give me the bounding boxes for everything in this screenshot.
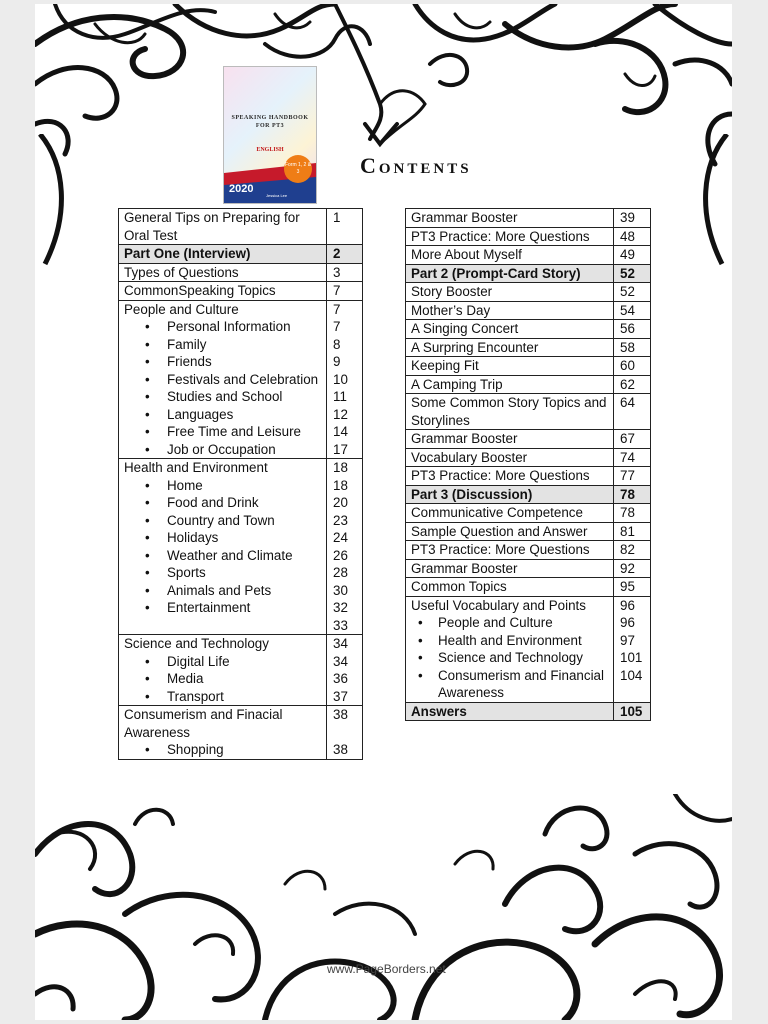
toc-entry-label: More About Myself: [411, 247, 522, 262]
toc-row: [406, 559, 651, 578]
toc-entry-label: Useful Vocabulary and Points: [411, 597, 586, 613]
toc-page-number: 62: [620, 376, 635, 392]
toc-entry-label: Sample Question and Answer: [411, 523, 588, 539]
toc-page-number: 64: [620, 395, 635, 410]
toc-subitem-page: 26: [333, 547, 348, 563]
toc-row: [119, 459, 363, 635]
toc-subitem-label: • Shopping: [124, 741, 321, 759]
toc-subitem-page: 33: [333, 617, 348, 633]
toc-page-number: 52: [620, 265, 635, 281]
toc-page-number: 60: [620, 358, 635, 373]
toc-subitem-label: • Personal Information: [124, 318, 321, 336]
book-cover-image: [223, 66, 317, 204]
toc-part-heading: Answers: [411, 703, 467, 719]
toc-page-number: 38: [333, 707, 348, 722]
ornamental-border-left: [35, 134, 75, 274]
toc-entry-cell: [406, 301, 614, 320]
toc-subitem-label: • Family: [124, 336, 321, 354]
toc-entry-cell: [406, 467, 614, 486]
toc-row: [406, 485, 651, 504]
toc-subitem-page: 37: [333, 688, 348, 704]
toc-page-cell: [614, 430, 651, 449]
toc-entry-label: Grammar Booster: [411, 210, 518, 225]
toc-page-cell: [614, 394, 651, 430]
toc-page-cell: [614, 209, 651, 228]
toc-entry-cell: [406, 702, 614, 721]
toc-entry-cell: [406, 283, 614, 302]
toc-page-number: 7: [333, 301, 341, 317]
toc-row: [119, 263, 363, 282]
toc-subitem-page: 24: [333, 530, 348, 545]
toc-row: [119, 635, 363, 706]
toc-page-cell: [327, 282, 363, 301]
toc-entry-cell: [119, 459, 327, 635]
watermark-text: www.PageBorders.net: [327, 962, 446, 976]
toc-page-cell: [614, 448, 651, 467]
toc-page-number: 54: [620, 302, 635, 318]
toc-entry-label: Consumerism and Finacial Awareness: [124, 707, 283, 740]
document-page: [35, 4, 732, 1020]
toc-subitem-page: 14: [333, 424, 348, 439]
toc-entry-cell: [406, 209, 614, 228]
cover-subtitle: ENGLISH: [256, 147, 284, 153]
toc-subitem-page: 101: [620, 650, 643, 665]
toc-entry-label: Mother’s Day: [411, 302, 491, 318]
toc-entry-label: PT3 Practice: More Questions: [411, 468, 590, 483]
toc-subitem-page: 36: [333, 671, 348, 686]
toc-entry-label: General Tips on Preparing for Oral Test: [124, 210, 300, 243]
toc-page-number: 39: [620, 210, 635, 225]
toc-subitem-label: • Home: [124, 477, 321, 495]
toc-page-number: 3: [333, 264, 341, 280]
toc-page-cell: [614, 578, 651, 597]
toc-entry-cell: [119, 282, 327, 301]
toc-row: [406, 301, 651, 320]
toc-page-cell: [614, 596, 651, 702]
toc-page-number: 52: [620, 284, 635, 299]
toc-row: [406, 541, 651, 560]
toc-subitem-page: 38: [333, 742, 348, 757]
toc-entry-cell: [119, 209, 327, 245]
toc-subitem-page: 11: [333, 389, 347, 404]
toc-entry-label: People and Culture: [124, 301, 239, 317]
toc-entry-cell: [406, 448, 614, 467]
toc-row: [406, 596, 651, 702]
cover-title: SPEAKING HANDBOOK FOR PT3: [231, 115, 309, 129]
toc-page-cell: [614, 246, 651, 265]
toc-subitem-page: 7: [333, 319, 341, 334]
toc-entry-label: CommonSpeaking Topics: [124, 283, 276, 298]
toc-page-cell: [614, 522, 651, 541]
toc-row: [119, 209, 363, 245]
toc-entry-cell: [406, 264, 614, 283]
toc-subitem-label: • Entertainment: [124, 599, 321, 617]
toc-page-cell: [614, 320, 651, 339]
toc-entry-cell: [406, 338, 614, 357]
toc-page-cell: [327, 300, 363, 459]
toc-page-cell: [327, 459, 363, 635]
toc-subitem-page: 10: [333, 371, 348, 387]
toc-page-cell: [614, 485, 651, 504]
toc-subitem-label: • Science and Technology: [411, 649, 608, 667]
toc-page-cell: [614, 264, 651, 283]
toc-row: [406, 320, 651, 339]
toc-part-heading: Part One (Interview): [124, 246, 251, 261]
toc-subitem-label: • Media: [124, 670, 321, 688]
toc-subitem-page: 32: [333, 600, 348, 615]
toc-subitem-label: • Weather and Climate: [124, 547, 321, 565]
toc-page-number: 7: [333, 283, 341, 298]
toc-page-cell: [327, 635, 363, 706]
toc-entry-cell: [406, 430, 614, 449]
toc-subitem-label: • Sports: [124, 564, 321, 582]
toc-entry-cell: [406, 246, 614, 265]
toc-subitem-page: 34: [333, 653, 348, 669]
toc-row: [406, 357, 651, 376]
toc-page-number: 67: [620, 431, 635, 446]
toc-entry-label: A Surpring Encounter: [411, 339, 539, 355]
toc-subitem-page: 104: [620, 667, 643, 683]
toc-subitem-page: 12: [333, 406, 348, 422]
cover-form-badge: Form 1, 2 & 3: [284, 155, 312, 183]
toc-entry-label: Health and Environment: [124, 460, 268, 475]
toc-entry-cell: [406, 485, 614, 504]
toc-entry-cell: [119, 263, 327, 282]
toc-page-cell: [327, 245, 363, 264]
toc-page-number: 78: [620, 505, 635, 520]
toc-entry-cell: [406, 559, 614, 578]
toc-entry-cell: [406, 394, 614, 430]
toc-entry-label: Keeping Fit: [411, 358, 479, 373]
toc-subitem-label: • Digital Life: [124, 653, 321, 671]
toc-entry-cell: [406, 578, 614, 597]
toc-row: [406, 467, 651, 486]
ornamental-border-top: [35, 4, 732, 174]
toc-entry-label: PT3 Practice: More Questions: [411, 228, 590, 244]
cover-year: 2020: [229, 183, 254, 195]
toc-subitem-label: • Languages: [124, 406, 321, 424]
toc-entry-label: Story Booster: [411, 284, 493, 299]
toc-row: [406, 209, 651, 228]
toc-row: [406, 430, 651, 449]
cover-author: Jessica Lee: [266, 193, 288, 198]
toc-row: [406, 338, 651, 357]
toc-subitem-label: • Food and Drink: [124, 494, 321, 512]
toc-subitem-label: • Friends: [124, 353, 321, 371]
toc-page-cell: [327, 263, 363, 282]
toc-entry-cell: [119, 635, 327, 706]
toc-subitem-label: • Free Time and Leisure: [124, 423, 321, 441]
toc-row: [119, 706, 363, 760]
toc-entry-label: Types of Questions: [124, 264, 239, 280]
toc-entry-label: Some Common Story Topics and Storylines: [411, 395, 607, 428]
toc-row: [406, 578, 651, 597]
toc-entry-cell: [406, 541, 614, 560]
toc-row: [406, 375, 651, 394]
toc-page-number: 92: [620, 560, 635, 576]
toc-row: [406, 448, 651, 467]
toc-entry-label: Vocabulary Booster: [411, 449, 528, 465]
toc-subitem-label: • Country and Town: [124, 512, 321, 530]
toc-row: [406, 702, 651, 721]
toc-subitem-page: 20: [333, 495, 348, 510]
toc-page-number: 74: [620, 449, 635, 465]
toc-entry-cell: [406, 375, 614, 394]
toc-page-cell: [614, 283, 651, 302]
toc-page-cell: [614, 375, 651, 394]
toc-row: [406, 283, 651, 302]
toc-page-cell: [614, 541, 651, 560]
toc-page-cell: [614, 338, 651, 357]
toc-page-number: 48: [620, 228, 635, 244]
toc-row: [406, 394, 651, 430]
toc-entry-cell: [406, 357, 614, 376]
toc-page-number: 49: [620, 247, 635, 262]
toc-row: [406, 522, 651, 541]
contents-heading: Contents: [360, 153, 472, 178]
toc-entry-label: PT3 Practice: More Questions: [411, 542, 590, 557]
toc-row: [119, 300, 363, 459]
toc-entry-label: Grammar Booster: [411, 431, 518, 446]
toc-entry-label: Common Topics: [411, 579, 507, 594]
toc-entry-cell: [406, 504, 614, 523]
toc-entry-cell: [119, 706, 327, 760]
toc-subitem-label: • Studies and School: [124, 388, 321, 406]
toc-entry-cell: [119, 245, 327, 264]
toc-page-number: 105: [620, 703, 643, 719]
toc-subitem-label: • People and Culture: [411, 614, 608, 632]
toc-entry-cell: [406, 227, 614, 246]
toc-entry-cell: [119, 300, 327, 459]
toc-row: [406, 264, 651, 283]
toc-subitem-label: • Festivals and Celebration: [124, 371, 321, 389]
toc-entry-label: Grammar Booster: [411, 560, 518, 576]
toc-entry-label: A Singing Concert: [411, 321, 519, 336]
toc-table-right: [405, 208, 651, 721]
toc-subitem-label: • Holidays: [124, 529, 321, 547]
toc-page-number: 2: [333, 246, 341, 261]
toc-subitem-label: • Job or Occupation: [124, 441, 321, 459]
toc-page-number: 82: [620, 542, 635, 557]
toc-subitem-page: 17: [333, 441, 348, 457]
toc-subitem-label: • Animals and Pets: [124, 582, 321, 600]
toc-row: [119, 282, 363, 301]
toc-page-cell: [614, 467, 651, 486]
toc-page-number: 78: [620, 486, 635, 502]
toc-subitem-page: 9: [333, 354, 341, 369]
toc-page-cell: [327, 706, 363, 760]
toc-page-cell: [614, 227, 651, 246]
toc-page-number: 81: [620, 523, 635, 539]
toc-page-number: 96: [620, 597, 635, 613]
toc-subitem-page: 23: [333, 512, 348, 528]
toc-subitem-page: 8: [333, 336, 341, 352]
toc-subitem-label: • Health and Environment: [411, 632, 608, 650]
toc-page-number: 58: [620, 339, 635, 355]
toc-page-cell: [614, 504, 651, 523]
toc-subitem-page: 18: [333, 477, 348, 493]
toc-entry-label: A Camping Trip: [411, 376, 503, 392]
toc-subitem-label: • Transport: [124, 688, 321, 706]
toc-subitem-page: 96: [620, 615, 635, 630]
toc-page-number: 56: [620, 321, 635, 336]
toc-entry-cell: [406, 596, 614, 702]
toc-entry-label: Science and Technology: [124, 636, 269, 651]
toc-page-cell: [614, 559, 651, 578]
toc-row: [406, 246, 651, 265]
toc-page-cell: [614, 301, 651, 320]
toc-subitem-page: 30: [333, 582, 348, 598]
toc-entry-cell: [406, 320, 614, 339]
toc-page-number: 77: [620, 468, 635, 483]
toc-page-number: 18: [333, 460, 348, 475]
toc-entry-label: Communicative Competence: [411, 505, 583, 520]
toc-row: [406, 504, 651, 523]
toc-page-cell: [327, 209, 363, 245]
toc-page-number: 1: [333, 210, 341, 225]
toc-row: [119, 245, 363, 264]
toc-entry-cell: [406, 522, 614, 541]
toc-row: [406, 227, 651, 246]
toc-page-cell: [614, 702, 651, 721]
ornamental-border-bottom: [35, 794, 732, 1020]
toc-part-heading: Part 2 (Prompt-Card Story): [411, 265, 581, 281]
toc-table-left: [118, 208, 363, 760]
toc-page-number: 95: [620, 579, 635, 594]
toc-page-number: 34: [333, 636, 348, 651]
toc-page-cell: [614, 357, 651, 376]
toc-subitem-label: • Consumerism and Financial Awareness: [411, 667, 608, 702]
toc-part-heading: Part 3 (Discussion): [411, 486, 533, 502]
ornamental-border-right: [692, 134, 732, 274]
toc-subitem-page: 97: [620, 632, 635, 648]
toc-subitem-page: 28: [333, 565, 348, 580]
